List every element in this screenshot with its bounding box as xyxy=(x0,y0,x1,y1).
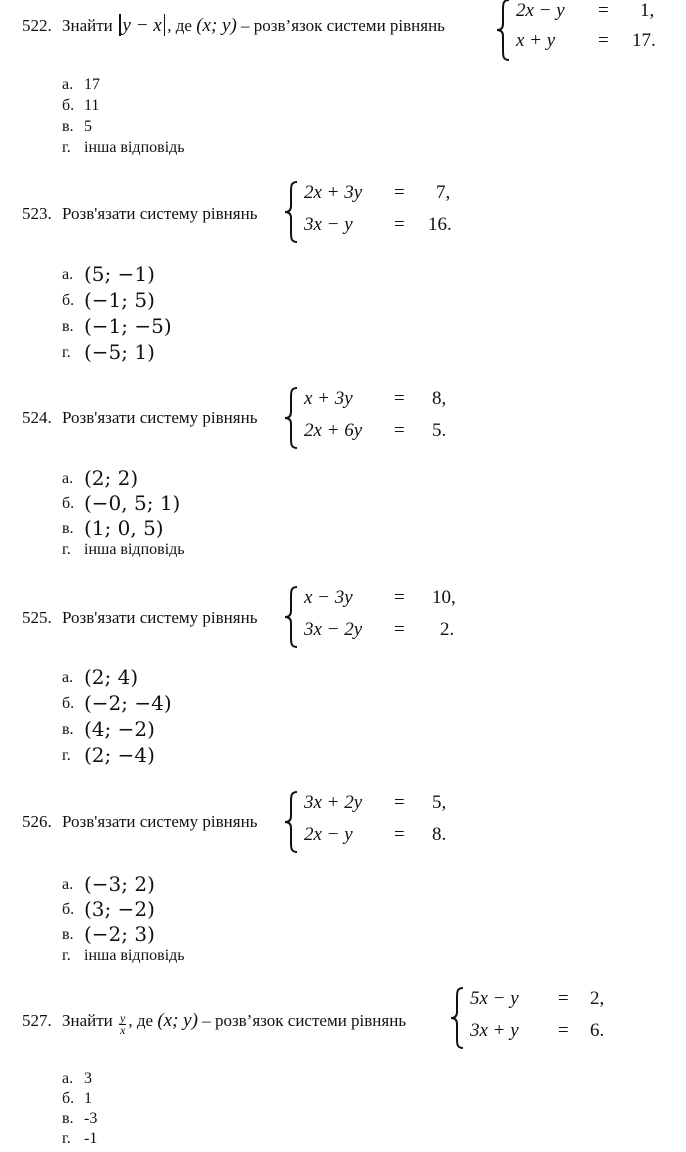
option-c: в. (4; −2) xyxy=(62,717,155,741)
option-d: г. -1 xyxy=(62,1130,98,1147)
problem-number: 525. xyxy=(22,608,52,627)
option-d: г. інша відповідь xyxy=(62,139,185,156)
question-prefix: Знайти xyxy=(62,16,113,35)
answer-options xyxy=(62,872,185,969)
answer-options xyxy=(62,262,172,366)
question-text xyxy=(22,812,257,832)
question-text xyxy=(22,14,445,37)
question-prefix: Розв'язати систему рівнянь xyxy=(62,608,258,627)
question-mid: , де xyxy=(167,16,192,35)
equation-system: 5x − y = 2, 3x + y = 6. xyxy=(448,986,648,1052)
option-b: б. 1 xyxy=(62,1090,92,1107)
equation-system: 2x + 3y = 7, 3x − y = 16. xyxy=(282,180,482,246)
problem-number: 527. xyxy=(22,1011,52,1030)
curly-brace-icon xyxy=(282,180,300,244)
curly-brace-icon xyxy=(448,986,466,1050)
option-c: в. (−1; −5) xyxy=(62,314,172,338)
abs-expression: y − x xyxy=(117,15,167,36)
option-d: г. (−5; 1) xyxy=(62,340,155,364)
option-c: в. (−2; 3) xyxy=(62,922,155,946)
solution-pair: (x; y) xyxy=(157,1010,198,1031)
curly-brace-icon xyxy=(282,790,300,854)
option-b: б. (−0, 5; 1) xyxy=(62,491,181,515)
option-b: б. (−2; −4) xyxy=(62,691,172,715)
option-a: а. (−3; 2) xyxy=(62,872,155,896)
answer-options xyxy=(62,466,185,563)
option-d: г. (2; −4) xyxy=(62,743,155,767)
option-d: г. інша відповідь xyxy=(62,947,185,964)
option-c: в. 5 xyxy=(62,118,92,135)
option-a: а. (2; 2) xyxy=(62,466,139,490)
curly-brace-icon xyxy=(494,0,512,62)
option-b: б. 11 xyxy=(62,97,100,114)
option-b: б. (3; −2) xyxy=(62,897,155,921)
solution-pair: (x; y) xyxy=(196,15,237,36)
question-text xyxy=(22,1010,406,1036)
question-suffix: – розв’язок системи рівнянь xyxy=(202,1011,407,1030)
question-prefix: Розв'язати систему рівнянь xyxy=(62,204,258,223)
fraction-y-over-x: $\frac{y}{x}$ xyxy=(120,1011,126,1037)
equation-system: x − 3y = 10, 3x − 2y = 2. xyxy=(282,585,482,651)
problem-number: 526. xyxy=(22,812,52,831)
option-a: а. 17 xyxy=(62,76,100,93)
option-a: а. (5; −1) xyxy=(62,262,155,286)
question-text xyxy=(22,204,257,224)
option-b: б. (−1; 5) xyxy=(62,288,155,312)
option-a: а. 3 xyxy=(62,1070,92,1087)
problem-number: 524. xyxy=(22,408,52,427)
question-text xyxy=(22,608,257,628)
answer-options xyxy=(62,665,172,769)
problem-number: 522. xyxy=(22,16,52,35)
problem-number: 523. xyxy=(22,204,52,223)
option-c: в. -3 xyxy=(62,1110,98,1127)
question-prefix: Розв'язати систему рівнянь xyxy=(62,812,258,831)
question-prefix: Знайти xyxy=(62,1011,113,1030)
curly-brace-icon xyxy=(282,386,300,450)
option-c: в. (1; 0, 5) xyxy=(62,516,164,540)
answer-options xyxy=(62,1070,97,1150)
question-suffix: – розв’язок системи рівнянь xyxy=(241,16,445,35)
option-d: г. інша відповідь xyxy=(62,541,185,558)
question-prefix: Розв'язати систему рівнянь xyxy=(62,408,258,427)
curly-brace-icon xyxy=(282,585,300,649)
question-text xyxy=(22,408,257,428)
question-mid: , де xyxy=(128,1011,154,1030)
equation-system: 3x + 2y = 5, 2x − y = 8. xyxy=(282,790,482,856)
equation-system: x + 3y = 8, 2x + 6y = 5. xyxy=(282,386,482,452)
answer-options xyxy=(62,76,185,160)
equation-system: 2x − y = 1, x + y = 17. xyxy=(494,0,684,64)
option-a: а. (2; 4) xyxy=(62,665,139,689)
